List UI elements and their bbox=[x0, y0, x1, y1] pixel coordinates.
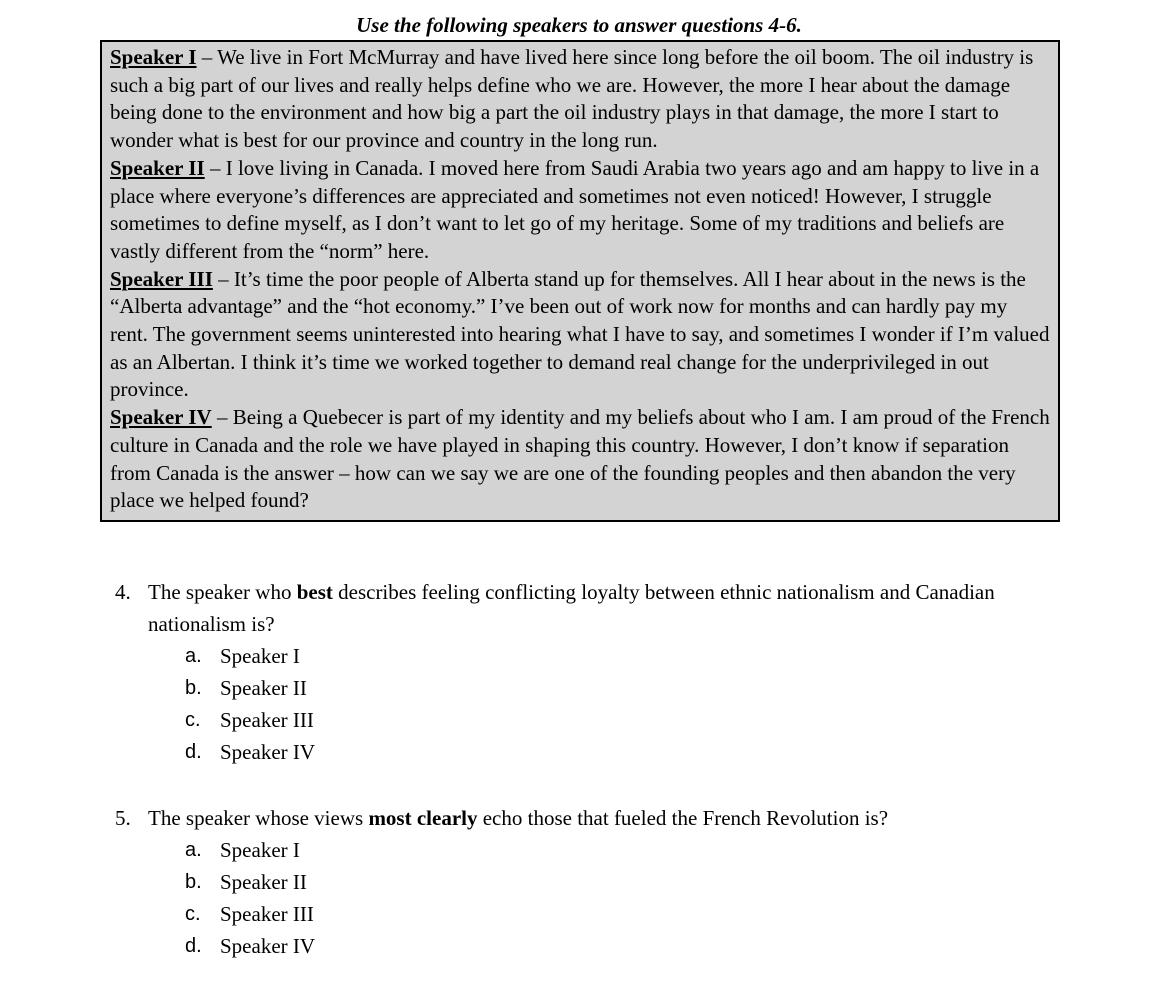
question-5-text-suffix: echo those that fueled the French Revolution is? bbox=[477, 805, 889, 830]
question-4-text bbox=[148, 576, 1045, 640]
option-letter: a. bbox=[185, 644, 202, 667]
instructions-heading: Use the following speakers to answer questions 4-6. bbox=[356, 13, 802, 37]
questions-section bbox=[115, 576, 1045, 962]
question-4-option-a bbox=[185, 640, 1045, 672]
question-5-option-c bbox=[185, 898, 1045, 930]
speaker-2-label: Speaker II bbox=[110, 155, 205, 180]
speaker-box bbox=[100, 40, 1060, 522]
speaker-3-text: – It’s time the poor people of Alberta stand up for themselves. All I hear about in the news is the “Alberta advantage” and the “hot economy.” I’ve been out of work now for months and can hardly pay my rent. The government seems uninterested into hearing what I have to say, and sometimes I wonder if I’m valued as an Albertan. I think it’s time we worked together to demand real change for the underprivileged in out province. bbox=[110, 266, 1050, 402]
option-text: Speaker IV bbox=[220, 933, 316, 958]
question-5-option-a bbox=[185, 834, 1045, 866]
question-4-text-prefix: The speaker who bbox=[148, 579, 297, 604]
question-4-option-c bbox=[185, 704, 1045, 736]
option-letter: d. bbox=[185, 740, 202, 763]
option-letter: d. bbox=[185, 934, 202, 957]
speaker-1-text: – We live in Fort McMurray and have lived here since long before the oil boom. The oil industry is such a big part of our lives and really helps define who we are. However, the more I hear about the damage being done to the environment and how big a part the oil industry plays in that damage, the more I start to wonder what is best for our province and country in the long run. bbox=[110, 45, 1034, 153]
option-letter: b. bbox=[185, 870, 202, 893]
question-5-text bbox=[148, 802, 1045, 834]
speaker-4-label: Speaker IV bbox=[110, 405, 212, 430]
option-text: Speaker III bbox=[220, 901, 314, 926]
question-4-option-b bbox=[185, 672, 1045, 704]
question-4-stem bbox=[115, 576, 1045, 640]
speaker-paragraph-1 bbox=[110, 44, 1050, 155]
question-5 bbox=[115, 802, 1045, 962]
question-5-options bbox=[115, 834, 1045, 962]
option-text: Speaker II bbox=[220, 869, 307, 894]
option-text: Speaker III bbox=[220, 707, 314, 732]
option-letter: c. bbox=[185, 902, 201, 925]
question-5-stem bbox=[115, 802, 1045, 834]
question-4-text-suffix: describes feeling conflicting loyalty between ethnic nationalism and Canadian nationalism is? bbox=[148, 579, 995, 636]
question-5-option-d bbox=[185, 930, 1045, 962]
question-4-options bbox=[115, 640, 1045, 768]
option-text: Speaker II bbox=[220, 675, 307, 700]
option-text: Speaker IV bbox=[220, 739, 316, 764]
option-letter: b. bbox=[185, 676, 202, 699]
option-text: Speaker I bbox=[220, 837, 300, 862]
option-letter: a. bbox=[185, 838, 202, 861]
speaker-4-text: – Being a Quebecer is part of my identity and my beliefs about who I am. I am proud of the French culture in Canada and the role we have played in shaping this country. However, I don’t know if separation from Canada is the answer – how can we say we are one of the founding peoples and then abandon the very place we helped found? bbox=[110, 405, 1050, 513]
question-5-number: 5. bbox=[115, 805, 131, 830]
speaker-paragraph-2 bbox=[110, 155, 1050, 266]
question-4 bbox=[115, 576, 1045, 768]
question-4-option-d bbox=[185, 736, 1045, 768]
speaker-3-label: Speaker III bbox=[110, 266, 213, 291]
speaker-1-label: Speaker I bbox=[110, 45, 197, 69]
speaker-paragraph-3 bbox=[110, 266, 1050, 405]
question-4-number: 4. bbox=[115, 579, 131, 604]
speaker-2-text: – I love living in Canada. I moved here from Saudi Arabia two years ago and am happy to live in a place where everyone’s differences are appreciated and sometimes not even noticed! However, I struggle sometimes to define myself, as I don’t want to let go of my heritage. Some of my traditions and beliefs are vastly different from the “norm” here. bbox=[110, 155, 1040, 263]
question-5-text-prefix: The speaker whose views bbox=[148, 805, 369, 830]
question-4-text-bold: best bbox=[296, 579, 333, 604]
option-letter: c. bbox=[185, 708, 201, 731]
option-text: Speaker I bbox=[220, 643, 300, 668]
question-5-text-bold: most clearly bbox=[368, 805, 478, 830]
speaker-paragraph-4 bbox=[110, 404, 1050, 515]
question-5-option-b bbox=[185, 866, 1045, 898]
